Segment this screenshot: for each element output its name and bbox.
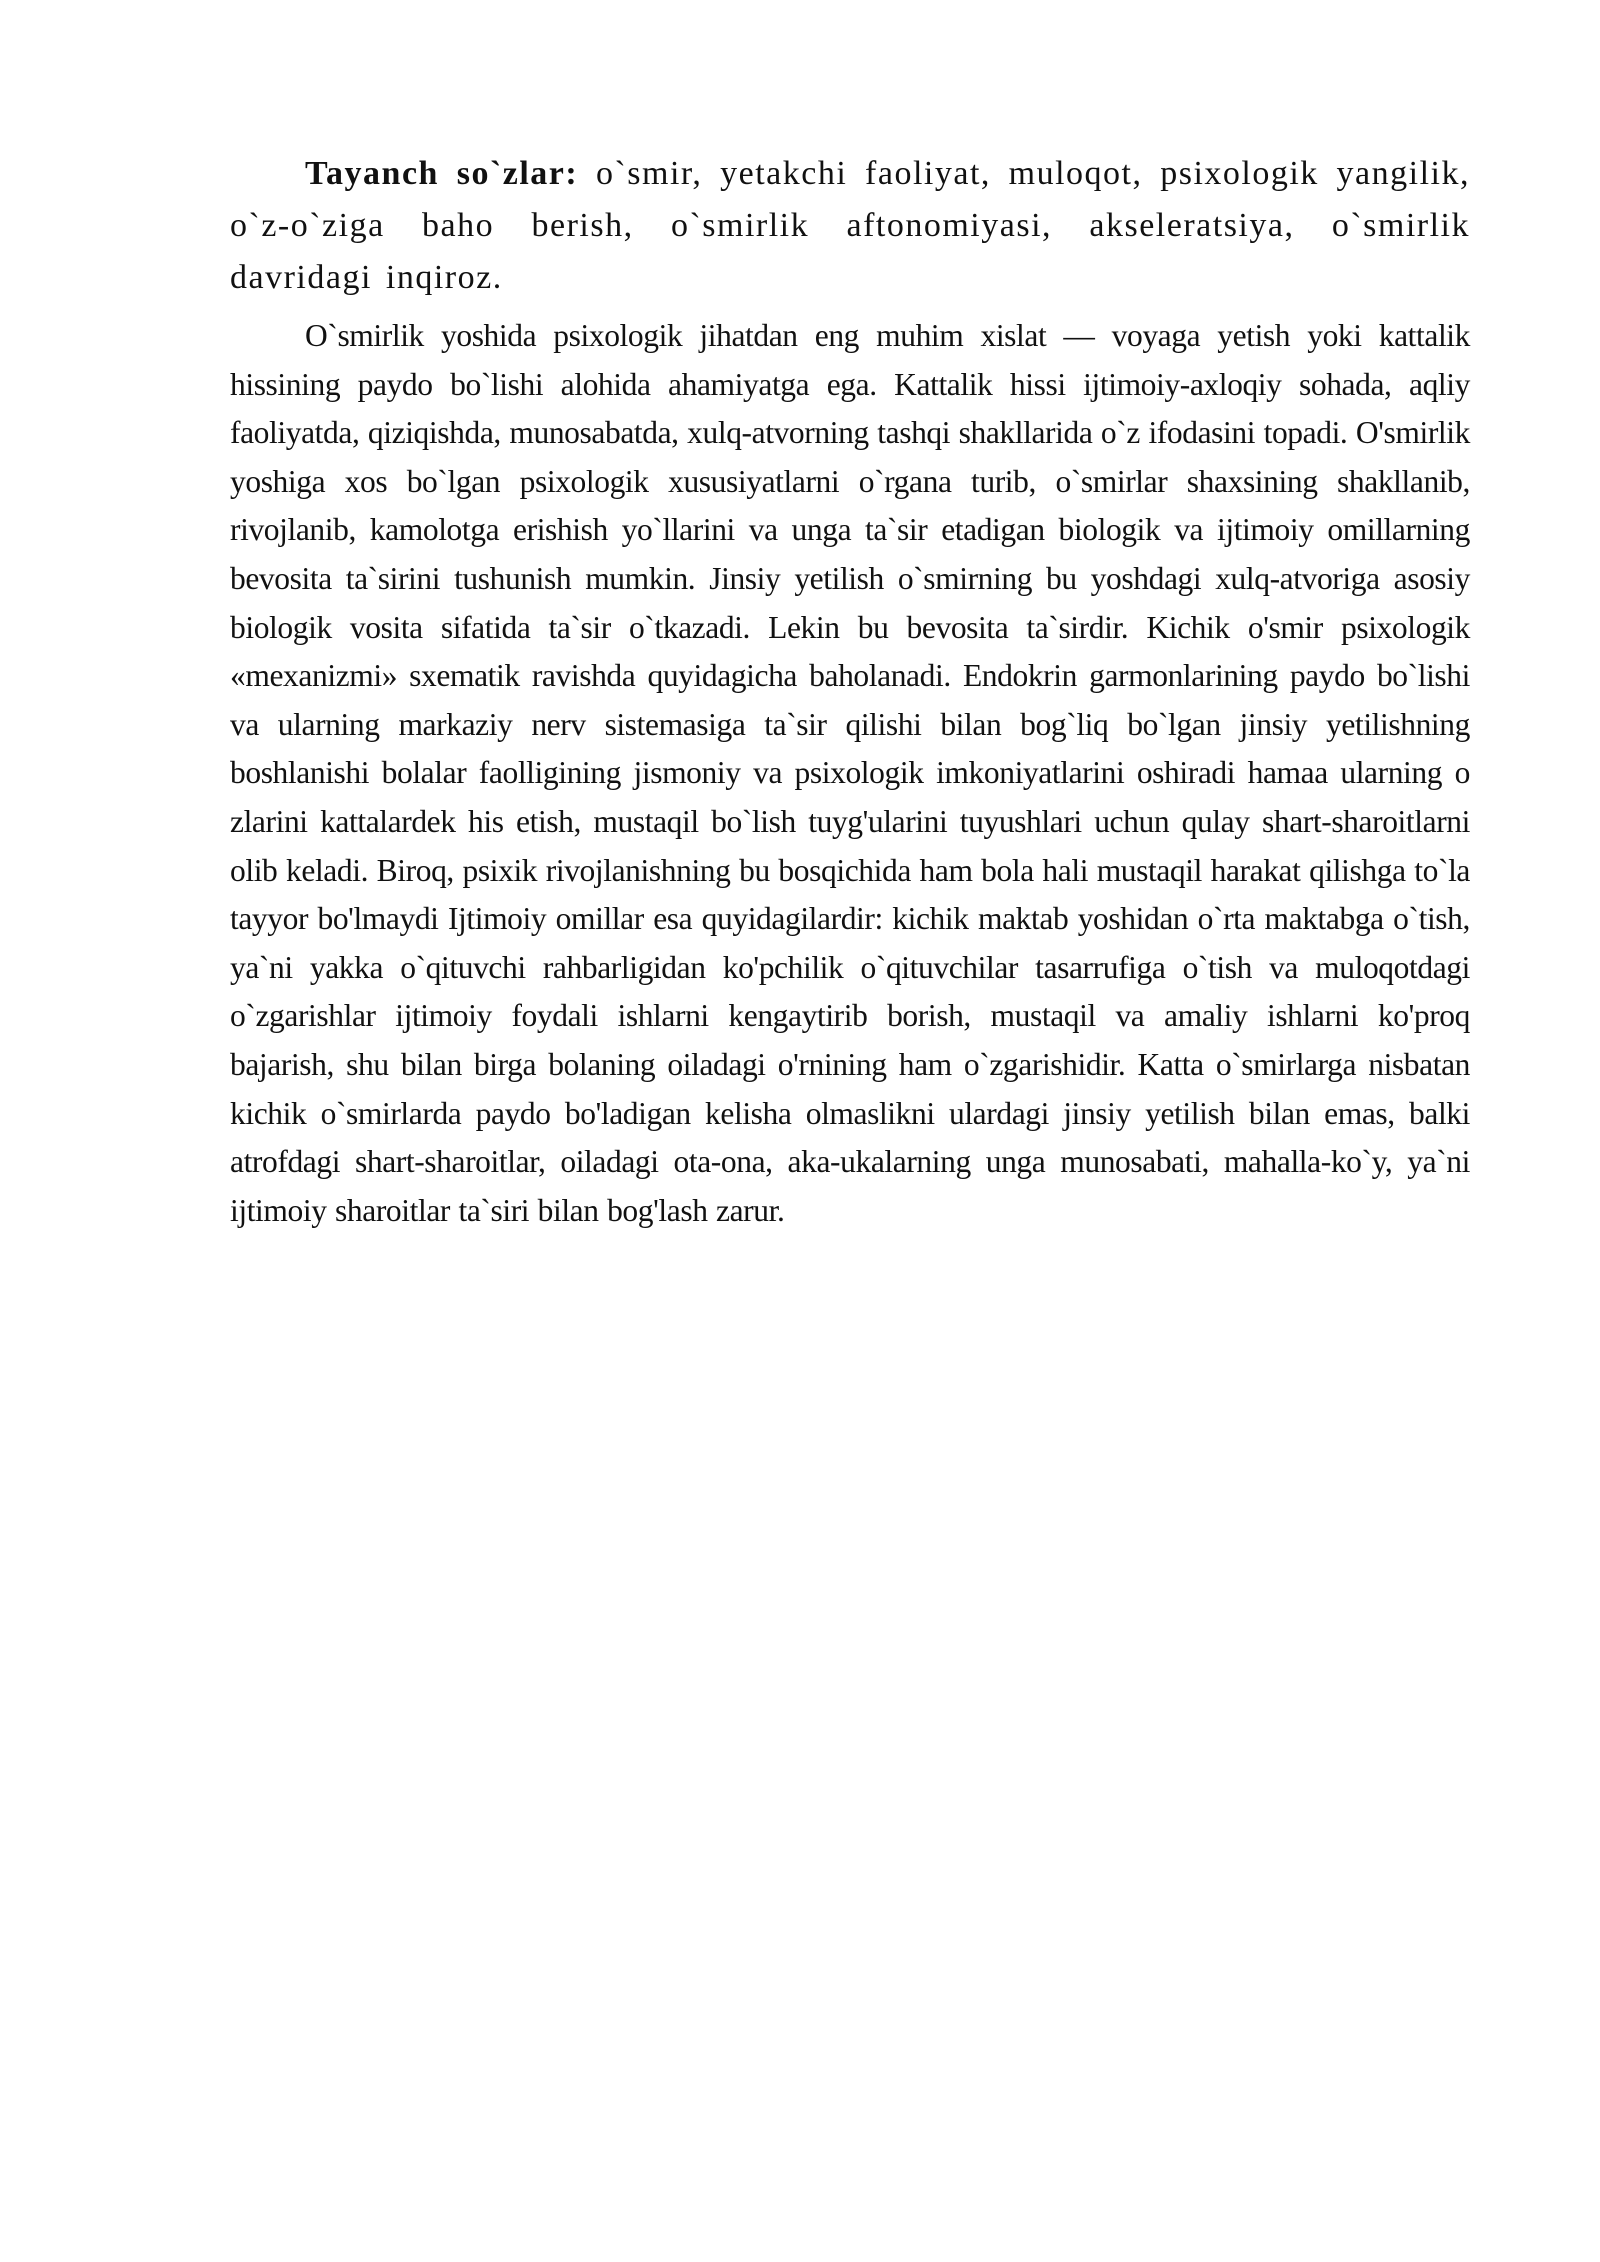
- document-text: [230, 148, 1470, 1235]
- keywords-text: o`smir, yetakchi faoliyat, muloqot, psixologik yangilik, o`z-o`ziga baho berish, o`smirlik aftonomiyasi, akseleratsiya, o`smirlik davridagi inqiroz.: [230, 155, 1470, 296]
- keywords-label: Tayanch so`zlar:: [305, 155, 579, 192]
- keywords-paragraph: [230, 148, 1470, 304]
- body-paragraph: O`smirlik yoshida psixologik jihatdan eng muhim xislat — voyaga yetish yoki kattalik hissining paydo bo`lishi alohida ahamiyatga ega. Kattalik hissi ijtimoiy-axloqiy sohada, aqliy faoliyatda, qiziqishda, munosabatda, xulq-atvorning tashqi shakllarida o`z ifodasini topadi. O'smirlik yoshiga xos bo`lgan psixologik xususiyatlarni o`rgana turib, o`smirlar shaxsining shakllanib, rivojlanib, kamolotga erishish yo`llarini va unga ta`sir etadigan biologik va ijtimoiy omillarning bevosita ta`sirini tushunish mumkin. Jinsiy yetilish o`smirning bu yoshdagi xulq-atvoriga asosiy biologik vosita sifatida ta`sir o`tkazadi. Lekin bu bevosita ta`sirdir. Kichik o'smir psixologik «mexanizmi» sxematik ravishda quyidagicha baholanadi. Endokrin garmonlarining paydo bo`lishi va ularning markaziy nerv sistemasiga ta`sir qilishi bilan bog`liq bo`lgan jinsiy yetilishning boshlanishi bolalar faolligining jismoniy va psixologik imkoniyatlarini oshiradi hamaa ularning o zlarini kattalardek his etish, mustaqil bo`lish tuyg'ularini tuyushlari uchun qulay shart-sharoitlarni olib keladi. Biroq, psixik rivojlanishning bu bosqichida ham bola hali mustaqil harakat qilishga to`la tayyor bo'lmaydi Ijtimoiy omillar esa quyidagilardir: kichik maktab yoshidan o`rta maktabga o`tish, ya`ni yakka o`qituvchi rahbarligidan ko'pchilik o`qituvchilar tasarrufiga o`tish va muloqotdagi o`zgarishlar ijtimoiy foydali ishlarni kengaytirib borish, mustaqil va amaliy ishlarni ko'proq bajarish, shu bilan birga bolaning oiladagi o'rnining ham o`zgarishidir. Katta o`smirlarga nisbatan kichik o`smirlarda paydo bo'ladigan kelisha olmaslikni ulardagi jinsiy yetilish bilan emas, balki atrofdagi shart-sharoitlar, oiladagi ota-ona, aka-ukalarning unga munosabati, mahalla-ko`y, ya`ni ijtimoiy sharoitlar ta`siri bilan bog'lash zarur.: [230, 318, 1470, 1228]
